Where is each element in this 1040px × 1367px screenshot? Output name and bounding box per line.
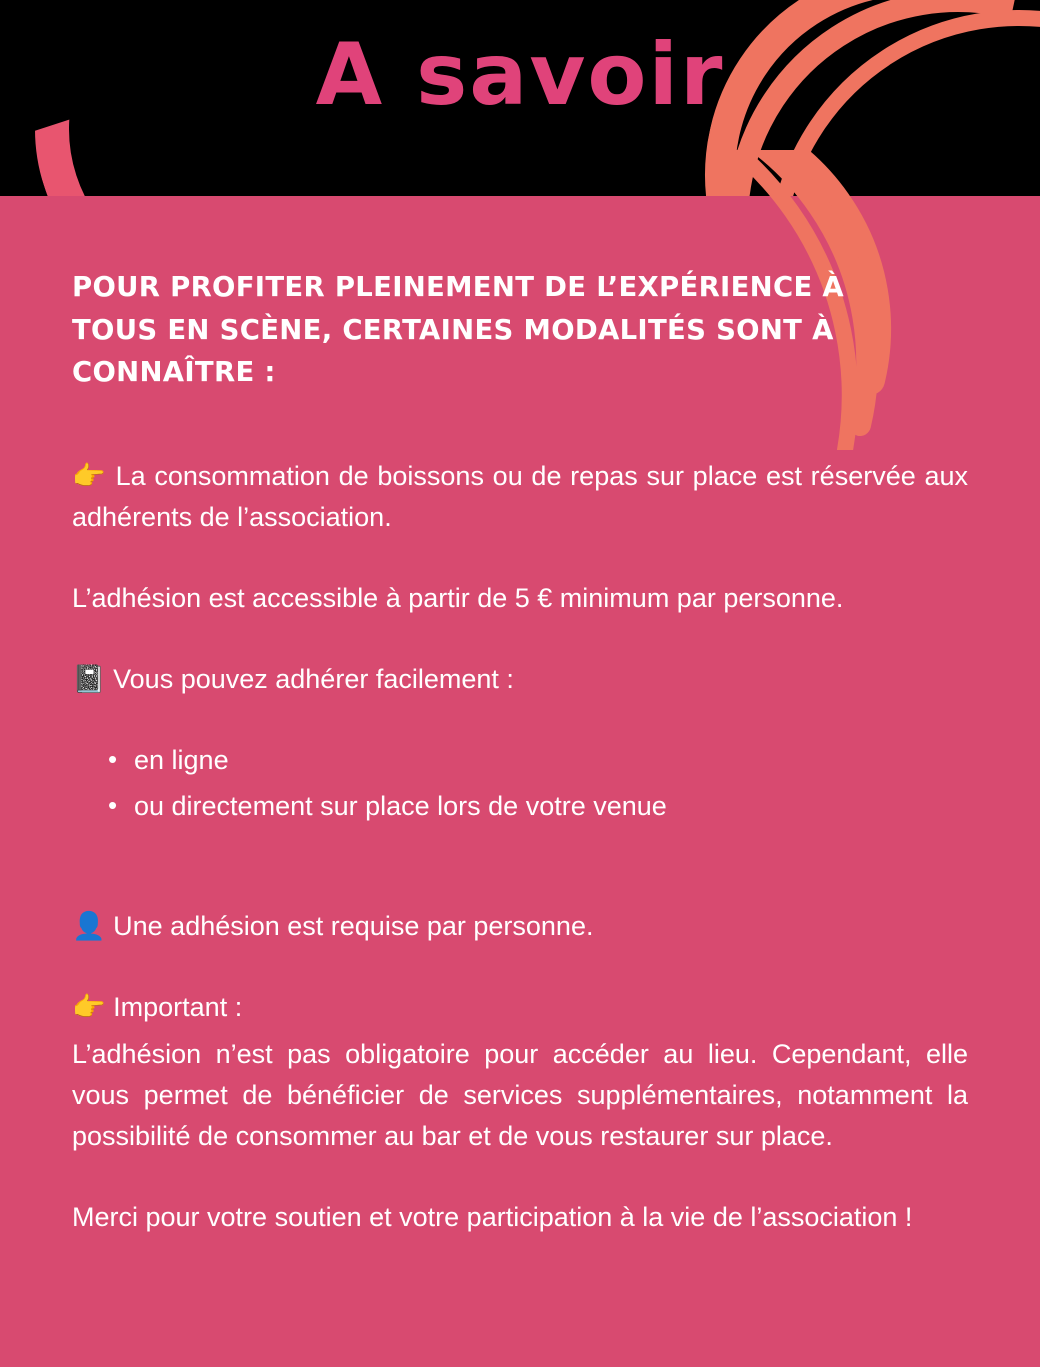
paragraph-consumption [72, 456, 968, 538]
paragraph-consumption-text: La consommation de boissons ou de repas sur place est réservée aux adhérents de l’association. [72, 460, 968, 532]
list-item: • en ligne [134, 740, 968, 782]
paragraph-thanks: Merci pour votre soutien et votre participation à la vie de l’association ! [72, 1201, 913, 1232]
paragraph-how-to-join [72, 659, 968, 700]
paragraph-how-to-join-text: Vous pouvez adhérer facilement : [113, 663, 514, 694]
intro-heading: POUR PROFITER PLEINEMENT DE L’EXPÉRIENCE À TOUS EN SCÈNE, CERTAINES MODALITÉS SONT À CONNAÎTRE : [72, 271, 845, 389]
paragraph-one-membership-per-person-text: Une adhésion est requise par personne. [113, 910, 594, 941]
important-label-text: Important : [113, 991, 243, 1022]
pointing-right-hand-icon: 👉 [72, 460, 107, 492]
page-title: A savoir [315, 25, 725, 125]
paragraph-important-body: L’adhésion n’est pas obligatoire pour accéder au lieu. Cependant, elle vous permet de bénéficier de services supplémentaires, notamment la possibilité de consommer au bar et de vous restaurer sur place. [72, 1038, 968, 1151]
notebook-icon: 📓 [72, 663, 106, 695]
paragraph-important-label [72, 987, 968, 1028]
bust-in-silhouette-icon: 👤 [72, 910, 106, 942]
content-body [0, 196, 1040, 1238]
paragraph-membership-price: L’adhésion est accessible à partir de 5 € minimum par personne. [72, 582, 844, 613]
list-item: • ou directement sur place lors de votre venue [134, 786, 968, 828]
paragraph-one-membership-per-person [72, 906, 968, 947]
pointing-right-hand-icon: 👉 [72, 991, 106, 1023]
join-options-list [72, 740, 968, 828]
